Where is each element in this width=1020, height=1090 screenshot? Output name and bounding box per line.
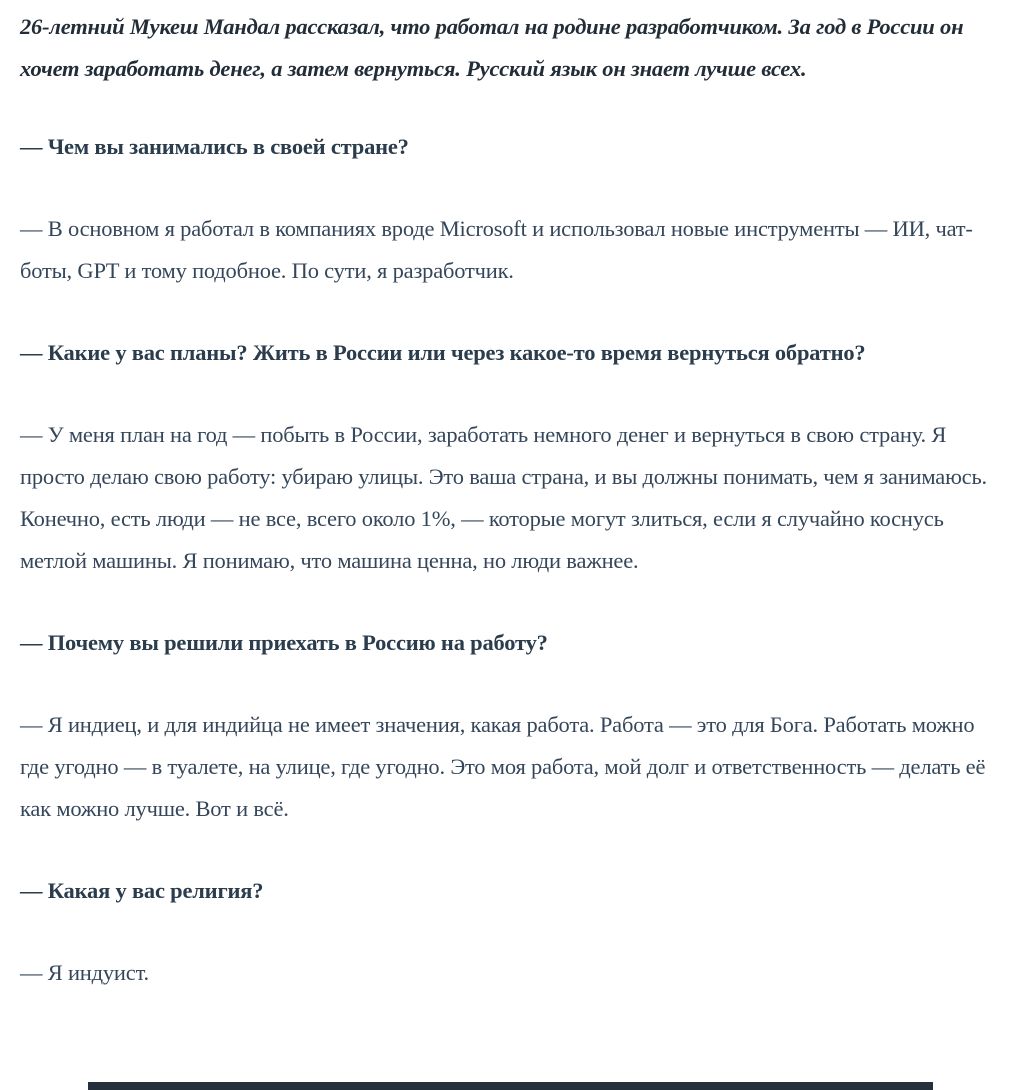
lead-paragraph: 26-летний Мукеш Мандал рассказал, что работал на родине разработчиком. За год в России он хочет заработать денег, а затем вернуться. Русский язык он знает лучше всех. (20, 14, 964, 81)
answer-4: — Я индуист. (20, 960, 149, 985)
question-4: — Какая у вас религия? (20, 878, 264, 903)
answer-2: — У меня план на год — побыть в России, заработать немного денег и вернуться в свою страну. Я просто делаю свою работу: убираю улицы. Это ваша страна, и вы должны понимать, чем я занимаюсь. Конечно, есть люди — не все, всего около 1%, — которые могут злиться, если я случайно коснусь метлой машины. Я понимаю, что машина ценна, но люди важнее. (20, 422, 987, 573)
question-3: — Почему вы решили приехать в Россию на работу? (20, 630, 548, 655)
question-2: — Какие у вас планы? Жить в России или через какое-то время вернуться обратно? (20, 340, 866, 365)
answer-1: — В основном я работал в компаниях вроде Microsoft и использовал новые инструменты — ИИ, чат-боты, GPT и тому подобное. По сути, я разработчик. (20, 216, 973, 283)
next-section-top-edge (88, 1082, 933, 1090)
question-1: — Чем вы занимались в своей стране? (20, 134, 409, 159)
answer-3: — Я индиец, и для индийца не имеет значения, какая работа. Работа — это для Бога. Работать можно где угодно — в туалете, на улице, где угодно. Это моя работа, мой долг и ответственность — делать её как можно лучше. Вот и всё. (20, 712, 986, 821)
